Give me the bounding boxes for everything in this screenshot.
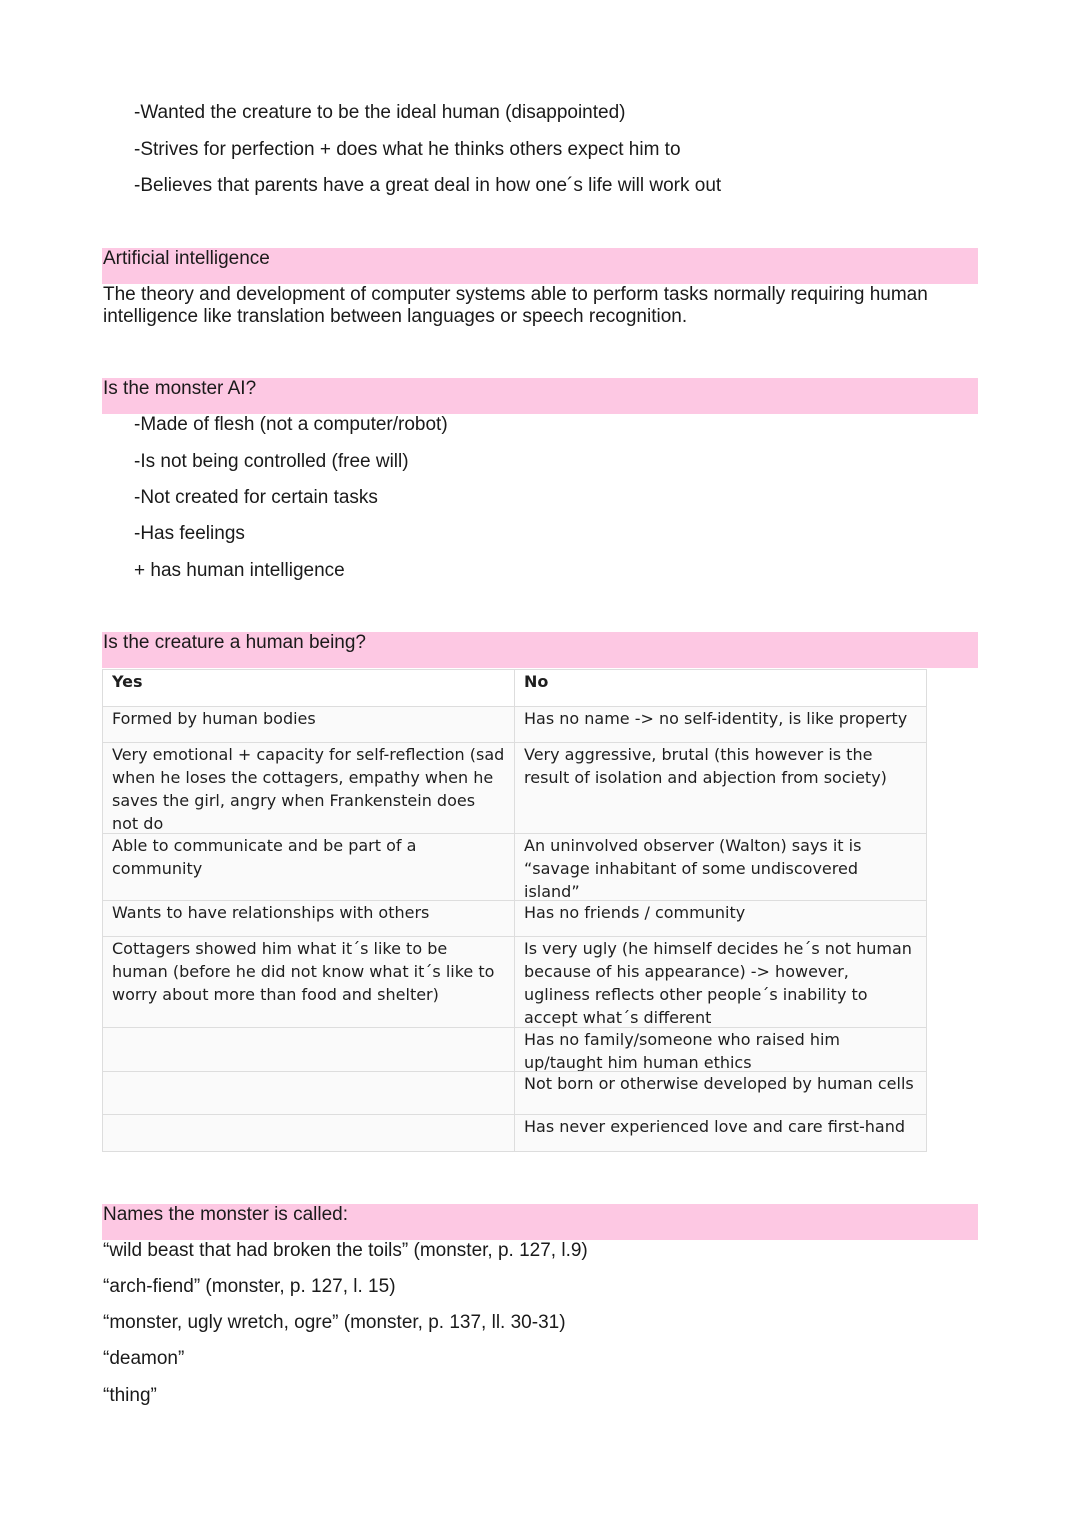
- table-header-row: [103, 670, 927, 707]
- yes-cell: [103, 1028, 515, 1072]
- intro-bullet: -Believes that parents have a great deal in how one´s life will work out: [134, 175, 722, 196]
- yes-cell: [103, 1115, 515, 1152]
- monster-ai-point: -Made of flesh (not a computer/robot): [134, 414, 448, 435]
- yes-cell: Very emotional + capacity for self-reflection (sad when he loses the cottagers, empathy when he saves the girl, angry when Frankenstein does not do: [103, 743, 515, 834]
- monster-name: “deamon”: [103, 1348, 185, 1369]
- table-row: [103, 1115, 927, 1152]
- yes-column-header: Yes: [103, 670, 515, 707]
- yes-cell: Able to communicate and be part of a community: [103, 834, 515, 901]
- no-cell: Has no name -> no self-identity, is like property: [515, 707, 927, 743]
- monster-name: “wild beast that had broken the toils” (monster, p. 127, l.9): [103, 1240, 588, 1261]
- monster-ai-point: -Is not being controlled (free will): [134, 451, 409, 472]
- no-cell: An uninvolved observer (Walton) says it is “savage inhabitant of some undiscovered island”: [515, 834, 927, 901]
- names-heading: Names the monster is called:: [103, 1204, 348, 1225]
- table-row: [103, 834, 927, 901]
- ai-heading: Artificial intelligence: [103, 248, 270, 269]
- no-cell: Has no family/someone who raised him up/taught him human ethics: [515, 1028, 927, 1072]
- yes-cell: Formed by human bodies: [103, 707, 515, 743]
- monster-ai-point: -Has feelings: [134, 523, 245, 544]
- no-cell: Very aggressive, brutal (this however is the result of isolation and abjection from society): [515, 743, 927, 834]
- table-row: [103, 707, 927, 743]
- monster-name: “thing”: [103, 1385, 157, 1406]
- monster-ai-point: -Not created for certain tasks: [134, 487, 378, 508]
- monster-name: “monster, ugly wretch, ogre” (monster, p. 137, ll. 30-31): [103, 1312, 566, 1333]
- ai-definition: The theory and development of computer systems able to perform tasks normally requiring human intelligence like translation between languages or speech recognition.: [103, 284, 928, 327]
- intro-bullet: -Strives for perfection + does what he thinks others expect him to: [134, 139, 681, 160]
- human-comparison-table: [102, 669, 927, 1152]
- monster-ai-point: + has human intelligence: [134, 560, 345, 581]
- no-cell: Not born or otherwise developed by human cells: [515, 1072, 927, 1115]
- table-row: [103, 1072, 927, 1115]
- no-cell: Has never experienced love and care first-hand: [515, 1115, 927, 1152]
- no-column-header: No: [515, 670, 927, 707]
- table-row: [103, 1028, 927, 1072]
- monster-ai-heading: Is the monster AI?: [103, 378, 257, 399]
- no-cell: Has no friends / community: [515, 901, 927, 937]
- intro-bullet: -Wanted the creature to be the ideal human (disappointed): [134, 102, 626, 123]
- no-cell: Is very ugly (he himself decides he´s not human because of his appearance) -> however, ugliness reflects other people´s inability to accept what´s different: [515, 937, 927, 1028]
- table-row: [103, 901, 927, 937]
- monster-name: “arch-fiend” (monster, p. 127, l. 15): [103, 1276, 396, 1297]
- yes-cell: [103, 1072, 515, 1115]
- table-row: [103, 937, 927, 1028]
- yes-cell: Cottagers showed him what it´s like to be human (before he did not know what it´s like to worry about more than food and shelter): [103, 937, 515, 1028]
- human-heading: Is the creature a human being?: [103, 632, 367, 653]
- yes-cell: Wants to have relationships with others: [103, 901, 515, 937]
- table-row: [103, 743, 927, 834]
